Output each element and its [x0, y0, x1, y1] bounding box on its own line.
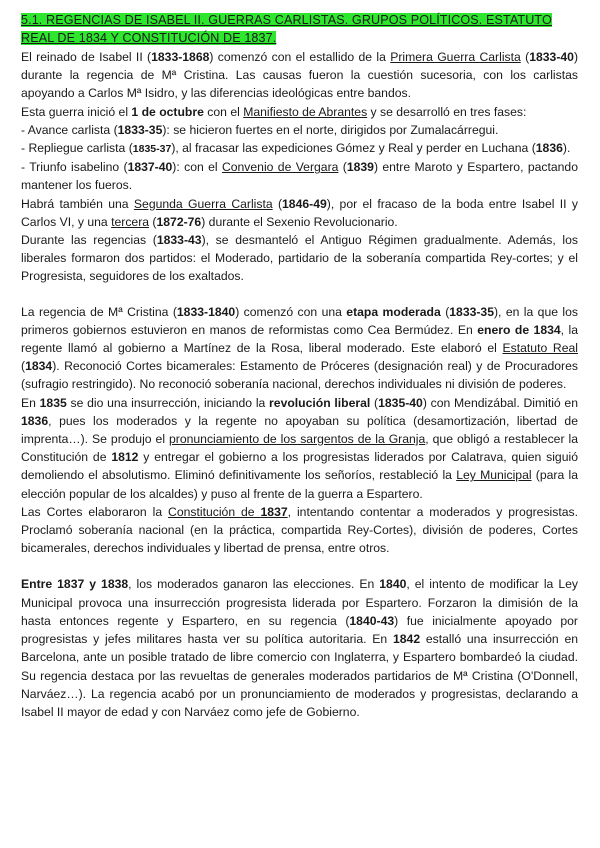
paragraph-regencia-espartero: Entre 1837 y 1838, los moderados ganaron las elecciones. En 1840, el intento de modificar la Ley Municipal provoca una insurrección progresista liderada por Espartero. Forzaron la dimisión de la hasta entonces regente y Espartero, en su regencia (1840-43) fue inicialmente apoyado por progresistas y jefes militares hasta ver su política autoritaria. En 1842 estalló una insurrección en Barcelona, ante un posible tratado de libre comercio con Inglaterra, y Espartero bombardeó la ciudad. Su regencia destaca por las revueltas de generales moderados partidarios de Mª Cristina (O'Donnell, Narváez…). La regencia acabó por un pronunciamiento de moderados y progresistas, declarando a Isabel II mayor de edad y con Narváez como jefe de Gobierno.	[21, 577, 579, 719]
paragraph-reinado: El reinado de Isabel II (1833-1868) comenzó con el estallido de la Primera Guerra Carlista (1833-40) durante la regencia de Mª Cristina. Las causas fueron la cuestión sucesoria, con los carlistas apoyando a Carlos Mª Isidro, y las diferencias ideológicas entre bandos.	[21, 50, 578, 101]
list-item-triunfo: - Triunfo isabelino (1837-40): con el Convenio de Vergara (1839) entre Maroto y Espartero, pactando mantener los fueros.	[21, 160, 578, 193]
paragraph-constitucion-1837: Las Cortes elaboraron la Constitución de 1837, intentando contentar a moderados y progresistas. Proclamó soberanía nacional (en la práctica, compartida Rey-Cortes), división de poderes, Cortes bicamerales, derechos individuales y libertad de prensa, entre otros.	[21, 504, 578, 556]
section-gap	[21, 286, 578, 303]
paragraph-regencia-cristina: La regencia de Mª Cristina (1833-1840) comenzó con una etapa moderada (1833-35), en la que los primeros gobiernos estuvieron en manos de reformistas como Cea Bermúdez. En enero de 1834, la regente llamó al gobierno a Martínez de la Rosa, liberal moderado. Este elaboró el Estatuto Real (1834). Reconoció Cortes bicamerales: Estamento de Próceres (designación real) y de Procuradores (sufragio restringido). No reconoció soberanía nacional, derechos individuales ni división de poderes.	[21, 304, 579, 392]
paragraph-partidos: Durante las regencias (1833-43), se desmanteló el Antiguo Régimen gradualmente. Además, los liberales formaron dos partidos: el Moderado, partidario de la soberanía compartida Rey-cortes; y el Progresista, seguidores de los exaltados.	[21, 233, 578, 284]
paragraph-inicio-guerra: Esta guerra inició el 1 de octubre con el Manifiesto de Abrantes y se desarrolló en tres fases:	[21, 104, 527, 119]
section-gap	[21, 557, 578, 575]
page-title: 5.1. REGENCIAS DE ISABEL II. GUERRAS CARLISTAS. GRUPOS POLÍTICOS. ESTATUTO REAL DE 1834 Y CONSTITUCIÓN DE 1837.	[21, 13, 552, 45]
paragraph-revolucion-liberal: En 1835 se dio una insurrección, iniciando la revolución liberal (1835-40) con Mendizábal. Dimitió en 1836, pues los moderados y la regente no apoyaban su política (desamortización, libertad de imprenta…). Se produjo el pronunciamiento de los sargentos de la Granja, que obligó a restablecer la Constitución de 1812 y entregar el gobierno a los progresistas liderados por Calatrava, quien siguió demoliendo el absolutismo. Eliminó definitivamente los señoríos, restableció la Ley Municipal (para la elección popular de los alcaldes) y puso al frente de la guerra a Espartero.	[21, 395, 578, 501]
title-block	[21, 11, 578, 47]
list-item-avance: - Avance carlista (1833-35): se hicieron fuertes en el norte, dirigidos por Zumalacárregui.	[21, 122, 499, 137]
paragraph-otras-guerras: Habrá también una Segunda Guerra Carlista (1846-49), por el fracaso de la boda entre Isabel II y Carlos VI, y una tercera (1872-76) durante el Sexenio Revolucionario.	[21, 196, 578, 229]
list-item-repliegue: - Repliegue carlista (1835-37), al fracasar las expediciones Gómez y Real y perder en Luchana (1836).	[21, 141, 571, 156]
